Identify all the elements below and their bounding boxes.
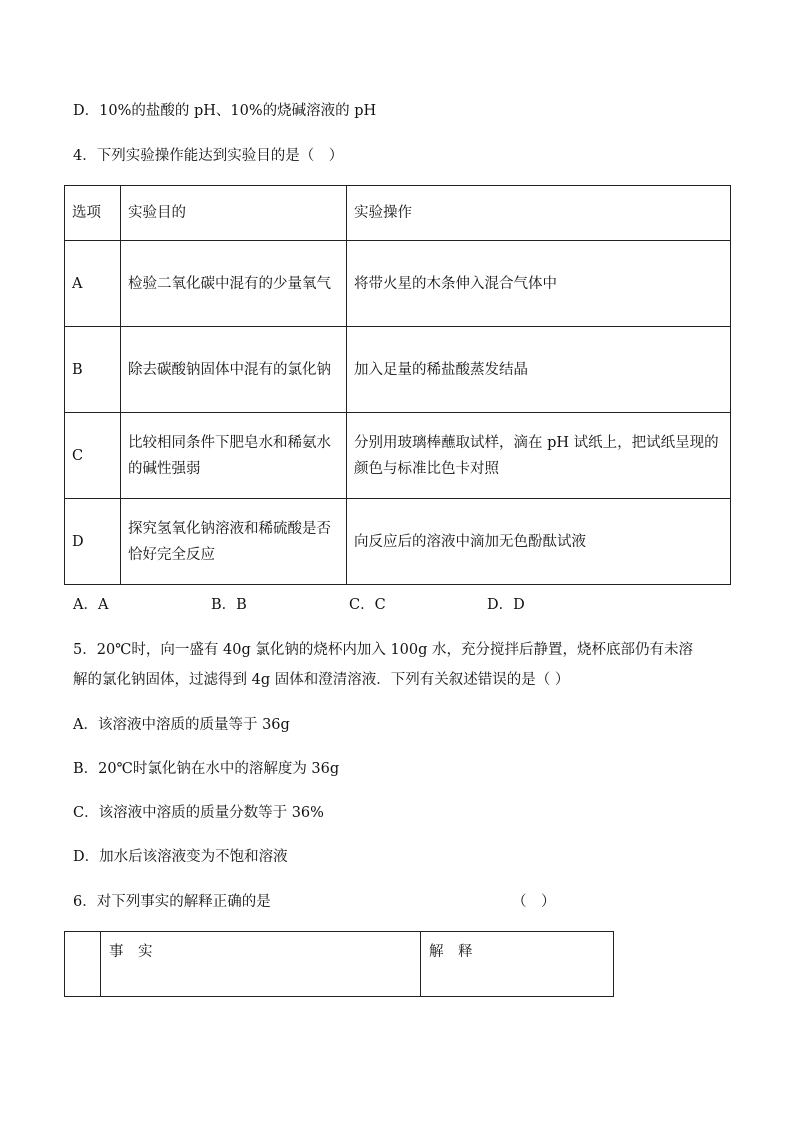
q5-stem-line2: 解的氯化钠固体，过滤得到 4g 固体和澄清溶液．下列有关叙述错误的是（ ） <box>73 672 570 688</box>
q6-header-fact: 事 实 <box>101 932 421 997</box>
q5-stem-line1: 5．20℃时，向一盛有 40g 氯化钠的烧杯内加入 100g 水，充分搅拌后静置，烧杯底部仍有未溶 <box>73 642 694 658</box>
q4-answer-d: D．D <box>487 597 525 613</box>
q4-row-c-operation: 分别用玻璃棒蘸取试样，滴在 pH 试纸上，把试纸呈现的颜色与标准比色卡对照 <box>347 413 731 499</box>
q5-option-c: C．该溶液中溶质的质量分数等于 36% <box>73 805 324 821</box>
q4-answer-a: A．A <box>73 597 109 613</box>
q4-stem: 4．下列实验操作能达到实验目的是（ ） <box>73 148 344 164</box>
q4-row-d-operation: 向反应后的溶液中滴加无色酚酞试液 <box>347 499 731 585</box>
q6-table-header-row <box>65 932 614 997</box>
q6-table <box>64 931 614 997</box>
q4-row-b-purpose: 除去碳酸钠固体中混有的氯化钠 <box>121 327 347 413</box>
q4-answer-b: B．B <box>211 597 247 613</box>
table-row <box>65 499 731 585</box>
q4-header-option: 选项 <box>65 186 121 241</box>
q3-option-d: D．10%的盐酸的 pH、10%的烧碱溶液的 pH <box>73 103 377 119</box>
q4-row-a-purpose: 检验二氧化碳中混有的少量氧气 <box>121 241 347 327</box>
q4-header-purpose: 实验目的 <box>121 186 347 241</box>
q4-answer-c: C．C <box>349 597 386 613</box>
q4-row-d-purpose: 探究氢氧化钠溶液和稀硫酸是否恰好完全反应 <box>121 499 347 585</box>
q6-answer-paren: （ ） <box>512 894 556 910</box>
q6-stem: 6．对下列事实的解释正确的是 <box>73 894 271 910</box>
q4-row-c-option: C <box>65 413 121 499</box>
q4-row-b-operation: 加入足量的稀盐酸蒸发结晶 <box>347 327 731 413</box>
q4-row-b-option: B <box>65 327 121 413</box>
q4-table <box>64 185 731 585</box>
table-row <box>65 241 731 327</box>
q4-row-a-option: A <box>65 241 121 327</box>
q6-header-blank <box>65 932 101 997</box>
q5-option-a: A．该溶液中溶质的质量等于 36g <box>73 717 290 733</box>
q5-option-d: D．加水后该溶液变为不饱和溶液 <box>73 849 288 865</box>
table-row <box>65 327 731 413</box>
q6-header-explanation: 解 释 <box>421 932 614 997</box>
q4-table-header-row <box>65 186 731 241</box>
q4-answer-options <box>73 595 633 615</box>
table-row <box>65 413 731 499</box>
q4-header-operation: 实验操作 <box>347 186 731 241</box>
q4-row-d-option: D <box>65 499 121 585</box>
q4-row-c-purpose: 比较相同条件下肥皂水和稀氨水的碱性强弱 <box>121 413 347 499</box>
q4-row-a-operation: 将带火星的木条伸入混合气体中 <box>347 241 731 327</box>
q5-option-b: B．20℃时氯化钠在水中的溶解度为 36g <box>73 761 340 777</box>
